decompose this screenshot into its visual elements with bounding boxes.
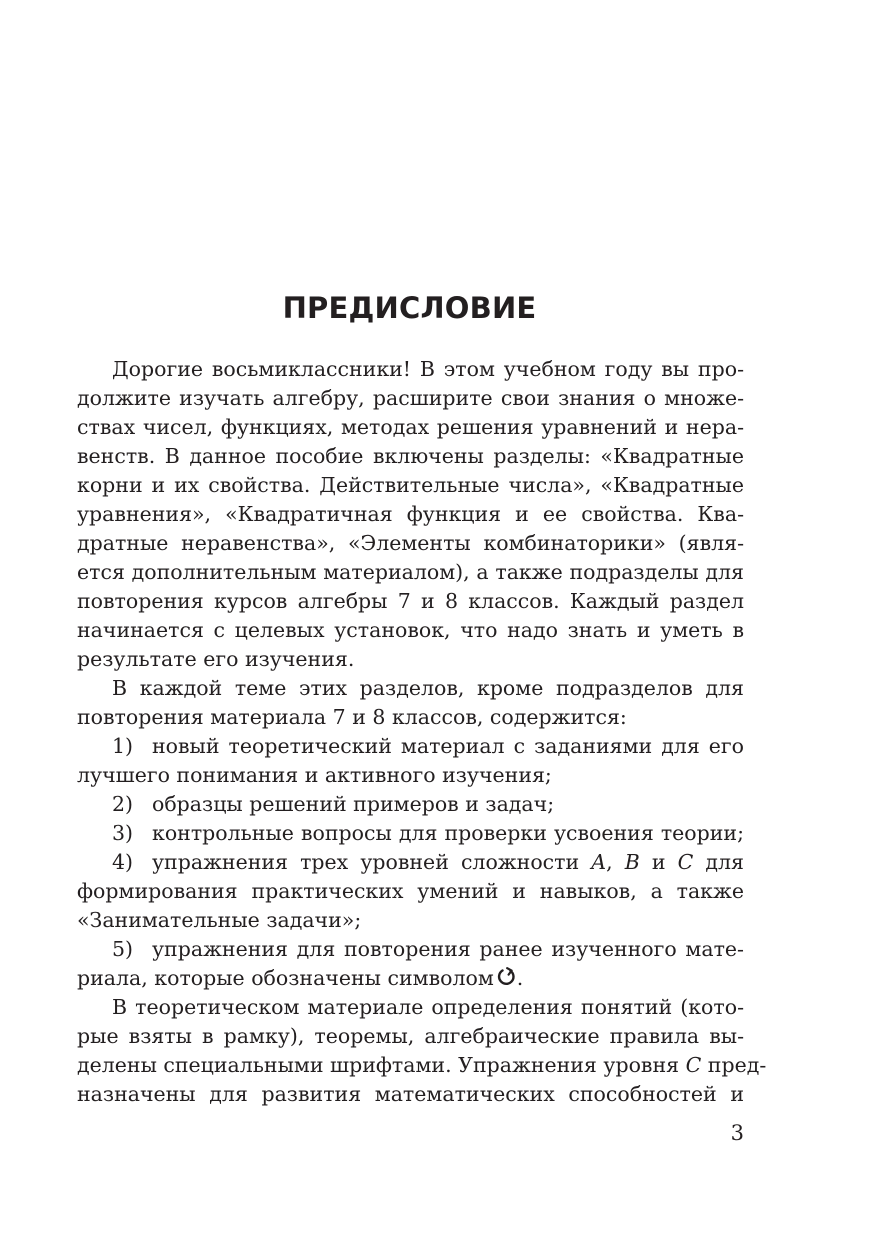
text-line: венств. В данное пособие включены разделы: «Квадратные — [77, 444, 744, 468]
text-line: лучшего понимания и активного изучения; — [77, 763, 552, 787]
text-span: пред- — [701, 1053, 767, 1077]
page-number: 3 — [730, 1121, 744, 1145]
list-item-text: новый теоретический материал с заданиями для его — [152, 734, 744, 758]
list-item — [112, 935, 744, 964]
text-span: . — [516, 966, 524, 990]
text-line: рые взяты в рамку), теоремы, алгебраические правила вы- — [77, 1024, 744, 1048]
text-line: корни и их свойства. Действительные числа», «Квадратные — [77, 473, 744, 497]
text-line: «Занимательные задачи»; — [77, 908, 362, 932]
list-item — [112, 819, 744, 848]
text-line: Дорогие восьмиклассники! В этом учебном году вы про- — [112, 357, 744, 381]
list-item-number: 1) — [112, 734, 134, 758]
level-c-label: C — [677, 850, 694, 874]
text-line: уравнения», «Квадратичная функция и ее свойства. Ква- — [77, 502, 744, 526]
text-line: В каждой теме этих разделов, кроме подразделов для — [112, 676, 744, 700]
level-a-label: A — [591, 850, 607, 874]
level-c-label: C — [685, 1053, 702, 1077]
separator: , — [606, 850, 625, 874]
list-item-text: упражнения для повторения ранее изученного мате- — [152, 937, 744, 961]
text-line: начинается с целевых установок, что надо знать и уметь в — [77, 618, 744, 642]
text-span: риала, которые обозначены символом — [77, 966, 494, 990]
list-item-number: 2) — [112, 792, 134, 816]
text-line: результате его изучения. — [77, 647, 355, 671]
text-line: В теоретическом материале определения понятий (кото- — [112, 995, 744, 1019]
list-item — [112, 790, 744, 819]
text-line: ется дополнительным материалом), а также подразделы для — [77, 560, 744, 584]
separator: и — [639, 850, 678, 874]
list-item-text-end: для — [693, 850, 744, 874]
page-title: ПРЕДИСЛОВИЕ — [282, 291, 537, 325]
text-line: дратные неравенства», «Элементы комбинаторики» (явля- — [77, 531, 744, 555]
list-item-number: 3) — [112, 821, 134, 845]
level-b-label: B — [624, 850, 640, 874]
list-item-text: образцы решений примеров и задач; — [152, 792, 555, 816]
text-span: делены специальными шрифтами. Упражнения уровня — [77, 1053, 686, 1077]
list-item-text: упражнения трех уровней сложности — [152, 850, 592, 874]
list-item-text: контрольные вопросы для проверки усвоения теории; — [152, 821, 744, 845]
text-line: формирования практических умений и навыков, а также — [77, 879, 744, 903]
list-item-number: 5) — [112, 937, 134, 961]
text-line: повторения материала 7 и 8 классов, содержится: — [77, 705, 627, 729]
text-line — [77, 964, 744, 993]
text-line: назначены для развития математических способностей и — [77, 1082, 744, 1106]
text-line — [77, 1051, 767, 1080]
list-item — [112, 848, 744, 877]
text-line: ствах чисел, функциях, методах решения уравнений и нера- — [77, 415, 744, 439]
text-line: должите изучать алгебру, расширите свои знания о множе- — [77, 386, 744, 410]
text-line: повторения курсов алгебры 7 и 8 классов. Каждый раздел — [77, 589, 744, 613]
list-item — [112, 732, 744, 761]
list-item-number: 4) — [112, 850, 134, 874]
